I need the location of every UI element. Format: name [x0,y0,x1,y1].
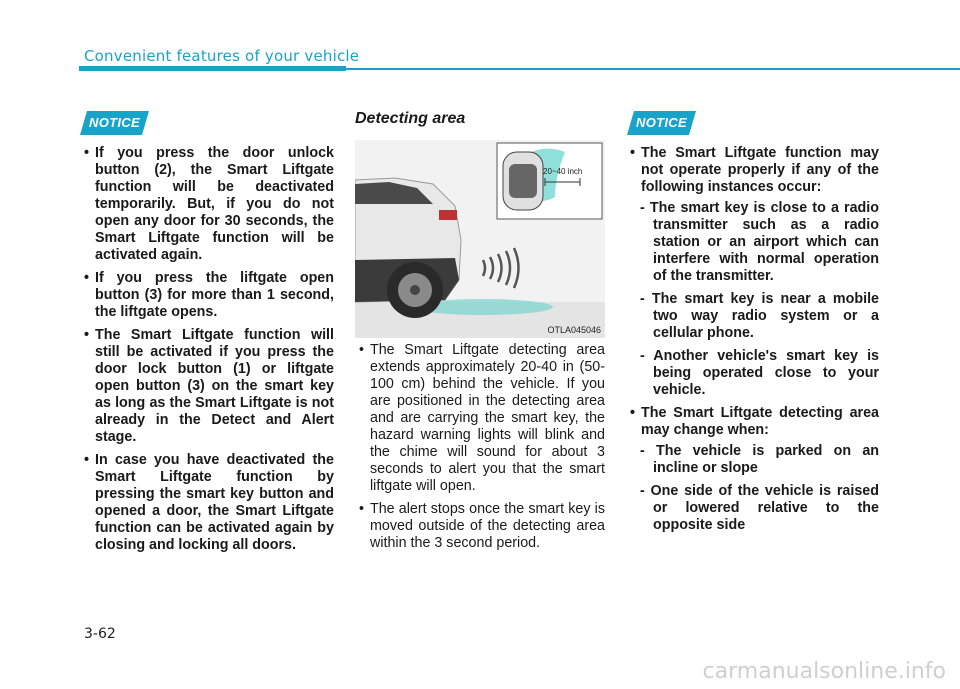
detecting-area-list [355,342,605,552]
right-notice-subitem: - The smart key is near a mobile two way radio system or a cellular phone. [640,291,879,341]
right-notice-subitem: - The smart key is close to a radio transmitter such as a radio station or an airport which can interfere with normal operation of the transmitter. [640,200,879,284]
left-notice-item: • The Smart Liftgate function will still be activated if you press the door lock button (1) or liftgate open button (3) on the smart key as long as the Smart Liftgate is not already in the Detect and Alert stage. [80,327,334,446]
notice-badge-right [627,111,696,135]
right-notice-item [626,145,879,399]
distance-label: 20~40 inch [543,167,583,176]
right-notice-subitem: - Another vehicle's smart key is being operated close to your vehicle. [640,348,879,398]
left-column [80,145,334,560]
left-notice-list [80,145,334,554]
right-notice-subitem: - The vehicle is parked on an incline or slope [640,443,879,476]
detecting-area-item: • The alert stops once the smart key is moved outside of the detecting area within the 3 second period. [355,501,605,552]
watermark: carmanualsonline.info [702,659,946,684]
figure-code: OTLA045046 [547,325,601,335]
right-column [626,145,879,540]
left-notice-item: • If you press the liftgate open button (3) for more than 1 second, the liftgate opens. [80,270,334,321]
notice-badge-left [80,111,149,135]
notice-label-left: NOTICE [89,115,140,130]
notice-label-right: NOTICE [636,115,687,130]
middle-column [355,342,605,558]
right-notice-item [626,405,879,534]
right-notice-text: • The Smart Liftgate function may not operate properly if any of the following instances occur: [641,145,879,195]
detecting-area-heading: Detecting area [355,110,466,127]
detecting-area-item: • The Smart Liftgate detecting area extends approximately 20-40 in (50-100 cm) behind the vehicle. If you are positioned in the detecting area and are carrying the smart key, the hazard warning lights will blink and the chime will sound for about 3 seconds to alert you that the smart liftgate will open. [355,342,605,495]
left-notice-item: • If you press the door unlock button (2), the Smart Liftgate function will be deactivated temporarily. But, if you do not open any door for 30 seconds, the Smart Liftgate function will be activated again. [80,145,334,264]
right-notice-sublist [641,443,879,534]
right-notice-list [626,145,879,534]
right-notice-sublist [641,200,879,399]
section-title: Convenient features of your vehicle [84,47,360,65]
page-number: 3-62 [84,626,116,642]
right-notice-subitem: - One side of the vehicle is raised or lowered relative to the opposite side [640,483,879,533]
detecting-area-figure [355,140,605,338]
left-notice-item: • In case you have deactivated the Smart Liftgate function by pressing the smart key button and opened a door, the Smart Liftgate function can be activated again by closing and locking all doors. [80,452,334,554]
right-notice-text: • The Smart Liftgate detecting area may change when: [641,405,879,438]
header-rule-thin [346,68,960,70]
header-rule-thick [79,66,346,71]
